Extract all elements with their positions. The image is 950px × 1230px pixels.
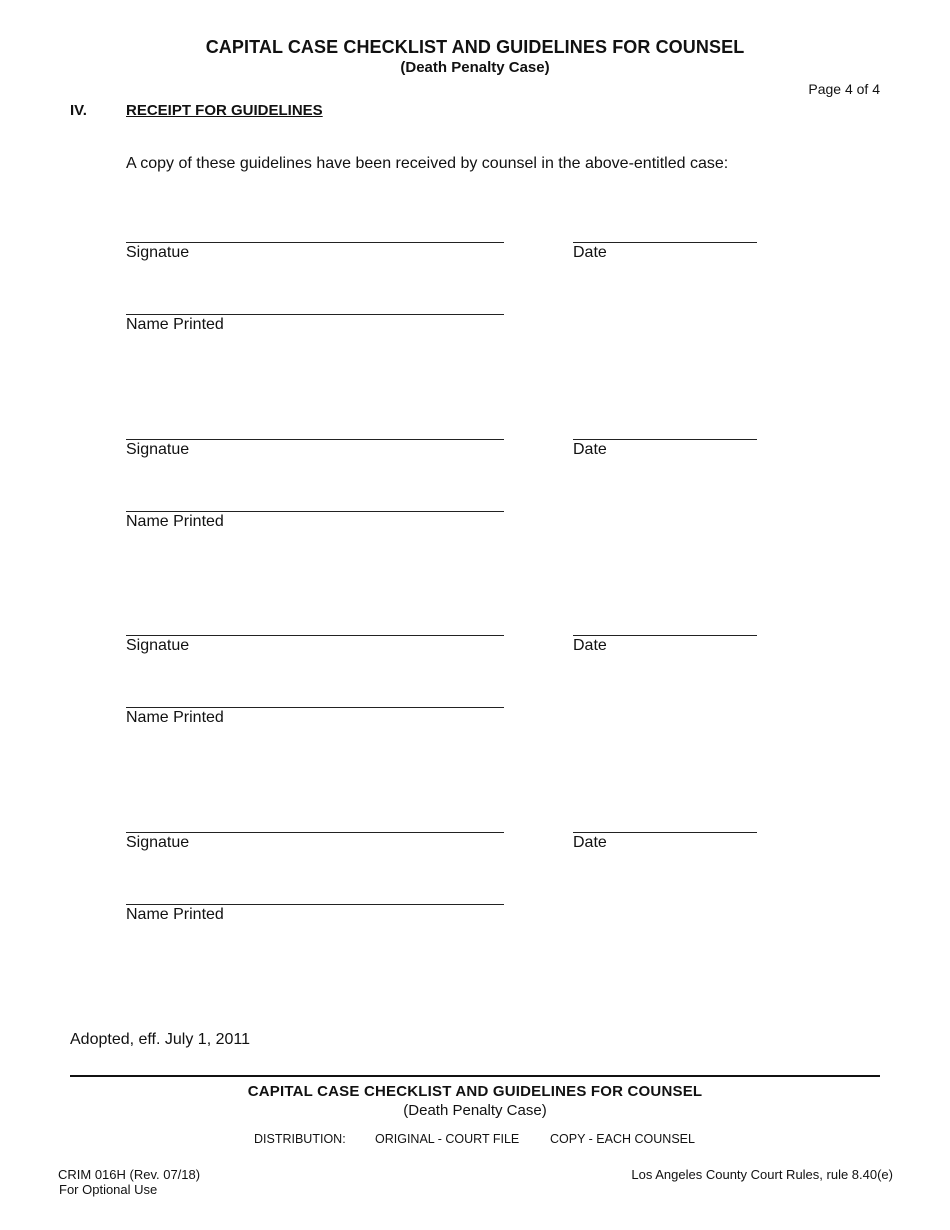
signature-line[interactable]: [126, 242, 504, 243]
page-title: CAPITAL CASE CHECKLIST AND GUIDELINES FOR COUNSEL: [205, 37, 745, 57]
distribution-label: DISTRIBUTION:: [254, 1132, 346, 1146]
date-line[interactable]: [573, 439, 757, 440]
name-printed-line[interactable]: [126, 707, 504, 708]
date-label: Date: [573, 441, 607, 458]
page-number: Page 4 of 4: [808, 81, 880, 97]
adopted-date: Adopted, eff. July 1, 2011: [70, 1031, 250, 1048]
footer-subtitle: (Death Penalty Case): [403, 1102, 547, 1119]
section-intro: A copy of these guidelines have been received by counsel in the above-entitled case:: [126, 155, 729, 172]
footer-divider: [70, 1075, 880, 1077]
name-printed-line[interactable]: [126, 904, 504, 905]
signature-label: Signatue: [126, 441, 190, 458]
name-printed-line[interactable]: [126, 314, 504, 315]
name-printed-line[interactable]: [126, 511, 504, 512]
date-line[interactable]: [573, 242, 757, 243]
section-number: IV.: [70, 102, 87, 119]
signature-label: Signatue: [126, 244, 190, 261]
footer-title: CAPITAL CASE CHECKLIST AND GUIDELINES FOR COUNSEL: [247, 1083, 703, 1100]
name-printed-label: Name Printed: [126, 316, 224, 333]
distribution-original: ORIGINAL - COURT FILE: [375, 1132, 520, 1146]
optional-use: For Optional Use: [59, 1182, 158, 1197]
section-title: RECEIPT FOR GUIDELINES: [126, 102, 323, 119]
form-number: CRIM 016H (Rev. 07/18): [58, 1167, 201, 1182]
signature-line[interactable]: [126, 439, 504, 440]
date-label: Date: [573, 637, 607, 654]
signature-line[interactable]: [126, 635, 504, 636]
signature-line[interactable]: [126, 832, 504, 833]
signature-label: Signatue: [126, 637, 190, 654]
name-printed-label: Name Printed: [126, 906, 224, 923]
date-label: Date: [573, 244, 607, 261]
date-label: Date: [573, 834, 607, 851]
name-printed-label: Name Printed: [126, 513, 224, 530]
date-line[interactable]: [573, 635, 757, 636]
date-line[interactable]: [573, 832, 757, 833]
rule-reference: Los Angeles County Court Rules, rule 8.40(e): [631, 1167, 893, 1182]
signature-label: Signatue: [126, 834, 190, 851]
name-printed-label: Name Printed: [126, 709, 224, 726]
page-subtitle: (Death Penalty Case): [400, 59, 550, 76]
distribution-copy: COPY - EACH COUNSEL: [550, 1132, 695, 1146]
